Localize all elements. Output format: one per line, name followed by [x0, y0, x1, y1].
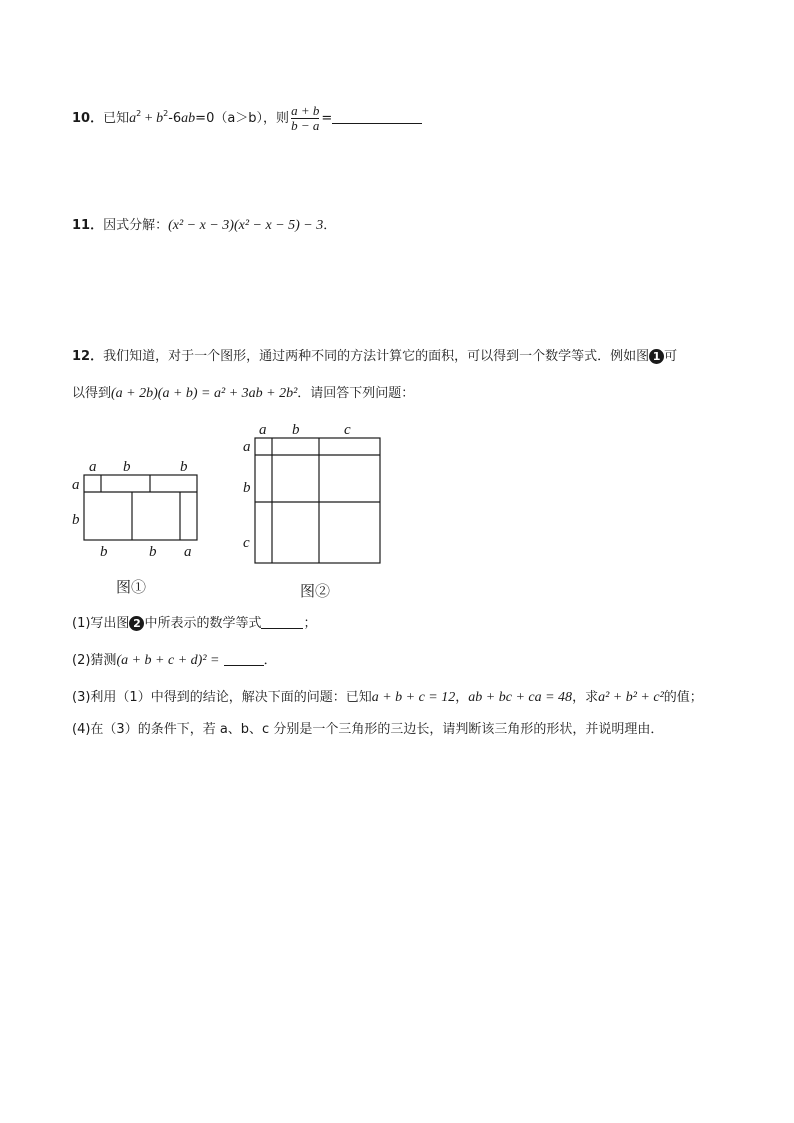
- math-var: a: [129, 111, 137, 126]
- math-op: -6: [168, 111, 182, 126]
- answer-blank[interactable]: [224, 653, 264, 666]
- part-label: (4): [72, 722, 91, 737]
- part-label: (1): [72, 616, 91, 631]
- part-text: 的值；: [663, 690, 703, 705]
- label-top-b2: b: [180, 459, 188, 475]
- label-top-b: b: [292, 422, 300, 438]
- figure-2-caption: 图②: [300, 584, 331, 600]
- math-expression: a + b + c = 12: [371, 690, 456, 705]
- part-label: (3): [72, 690, 91, 705]
- math-var: b: [156, 111, 164, 126]
- part-3: [72, 686, 703, 706]
- label-top-a: a: [259, 422, 267, 438]
- question-number: 11．: [72, 218, 104, 233]
- answer-blank[interactable]: [261, 616, 303, 629]
- figure-2: [238, 418, 388, 572]
- math-expression: a² + b² + c²: [598, 690, 664, 705]
- math-expression: ab + bc + ca = 48: [468, 690, 573, 705]
- question-text: =0（a＞b），则: [195, 111, 290, 126]
- punctuation: ．: [323, 218, 337, 233]
- part-text: 猜测: [90, 653, 117, 668]
- part-4: [72, 718, 663, 737]
- circled-number: 2: [129, 616, 144, 631]
- math-op: +: [141, 111, 157, 126]
- math-expression: (a + 2b)(a + b) = a² + 3ab + 2b²: [111, 386, 298, 401]
- part-text: 利用（1）中得到的结论，解决下面的问题：已知: [90, 690, 372, 705]
- math-expression: (x² − x − 3)(x² − x − 5) − 3: [168, 218, 324, 233]
- question-12: [72, 345, 677, 364]
- question-text: ．请回答下列问题：: [297, 386, 415, 401]
- math-expression: (a + b + c + d)² =: [116, 653, 220, 668]
- question-number: 12．: [72, 349, 104, 364]
- question-text: 因式分解：: [103, 218, 169, 233]
- punctuation: ．: [263, 653, 277, 668]
- label-top-b1: b: [123, 459, 131, 475]
- part-label: (2): [72, 653, 91, 668]
- label-left-a: a: [243, 439, 251, 455]
- math-op: =: [321, 111, 333, 126]
- question-12-line2: [72, 382, 414, 402]
- label-left-b: b: [72, 512, 80, 528]
- question-11: [72, 214, 336, 234]
- label-top-a: a: [89, 459, 97, 475]
- figure-1: [66, 450, 206, 569]
- part-text: 写出图: [90, 616, 130, 631]
- question-text: 已知: [103, 111, 130, 126]
- fraction-denominator: b − a: [291, 118, 320, 133]
- part-1: [72, 612, 316, 631]
- part-text: 中所表示的数学等式: [144, 616, 262, 631]
- figure-1-caption: 图①: [116, 580, 147, 596]
- label-top-c: c: [344, 422, 351, 438]
- label-bottom-b2: b: [149, 544, 157, 560]
- label-bottom-a: a: [184, 544, 192, 560]
- label-left-c: c: [243, 535, 250, 551]
- question-10: 10．已知$a^2 + b^2-6ab=0(a>b)$，则 $\frac{a + b}{b - a}$ =: [72, 104, 422, 133]
- circled-number: 1: [649, 349, 664, 364]
- label-left-a: a: [72, 477, 80, 493]
- question-number: 10．: [72, 111, 104, 126]
- punctuation: ；: [303, 616, 317, 631]
- math-var: ab: [181, 111, 196, 126]
- part-2: [72, 649, 277, 669]
- label-left-b: b: [243, 480, 251, 496]
- fraction: [291, 104, 319, 133]
- question-text: 以得到: [72, 386, 112, 401]
- punctuation: ，: [455, 690, 469, 705]
- label-bottom-b1: b: [100, 544, 108, 560]
- fraction-numerator: a + b: [291, 103, 320, 118]
- question-text: 可: [664, 349, 678, 364]
- answer-blank[interactable]: [332, 111, 422, 124]
- part-text: 在（3）的条件下，若 a、b、c 分别是一个三角形的三边长，请判断该三角形的形状，并说明理由．: [90, 722, 664, 737]
- part-text: ，求: [572, 690, 599, 705]
- question-text: 我们知道，对于一个图形，通过两种不同的方法计算它的面积，可以得到一个数学等式．例如图: [103, 349, 650, 364]
